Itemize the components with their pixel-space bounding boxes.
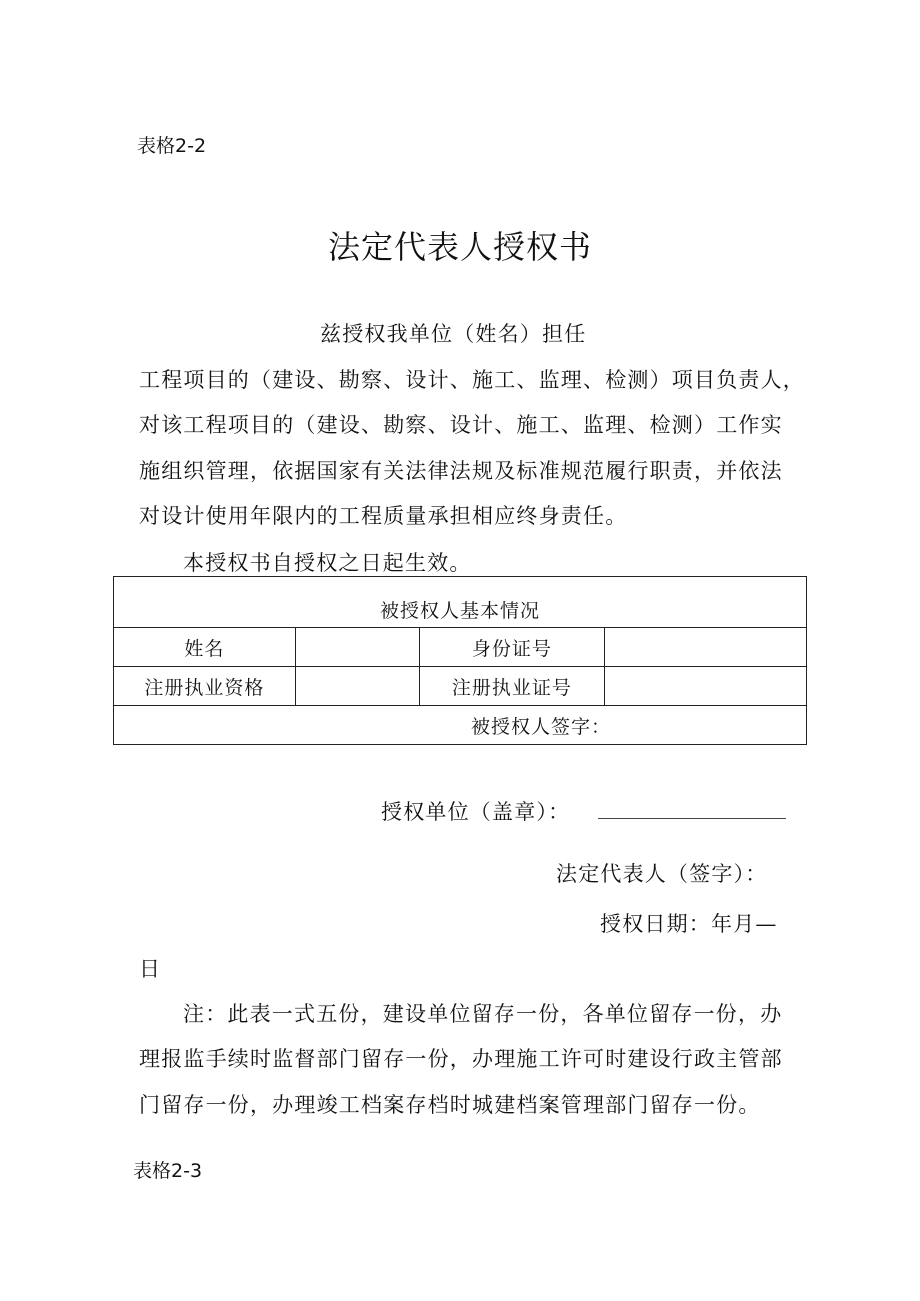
note-line-2: 理报监手续时监督部门留存一份，办理施工许可时建设行政主管部 — [139, 1047, 783, 1071]
legal-representative-label: 法定代表人（签字）： — [556, 862, 768, 886]
paragraph-line-1: 兹授权我单位（姓名）担任 — [320, 322, 587, 346]
qualification-field[interactable] — [295, 667, 419, 706]
page-title: 法定代表人授权书 — [327, 228, 592, 266]
name-label: 姓名 — [114, 628, 296, 667]
paragraph-line-2: 工程项目的（建设、勘察、设计、施工、监理、检测）项目负责人， — [139, 368, 805, 392]
certificate-number-field[interactable] — [605, 667, 807, 706]
note-line-1: 注：此表一式五份，建设单位留存一份，各单位留存一份，办 — [183, 1002, 783, 1026]
authorized-person-table — [113, 576, 807, 745]
effective-statement: 本授权书自授权之日起生效。 — [183, 551, 472, 575]
paragraph-line-5: 对设计使用年限内的工程质量承担相应终身责任。 — [139, 504, 628, 528]
form-label: 表格2-2 — [137, 135, 207, 157]
certificate-number-label: 注册执业证号 — [419, 667, 605, 706]
authorization-date-day: 日 — [139, 957, 162, 981]
signature-label: 被授权人签字： — [114, 706, 807, 745]
id-number-field[interactable] — [605, 628, 807, 667]
note-line-3: 门留存一份，办理竣工档案存档时城建档案管理部门留存一份。 — [139, 1093, 761, 1117]
seal-signature-line[interactable] — [598, 818, 786, 819]
table-caption: 被授权人基本情况 — [114, 577, 807, 628]
next-form-label: 表格2-3 — [133, 1160, 203, 1182]
id-number-label: 身份证号 — [419, 628, 605, 667]
authorization-date: 授权日期：年月— — [600, 912, 778, 936]
paragraph-line-3: 对该工程项目的（建设、勘察、设计、施工、监理、检测）工作实 — [139, 413, 783, 437]
qualification-label: 注册执业资格 — [114, 667, 296, 706]
paragraph-line-4: 施组织管理，依据国家有关法律法规及标准规范履行职责，并依法 — [139, 459, 783, 483]
name-field[interactable] — [295, 628, 419, 667]
authorizer-seal-label: 授权单位（盖章）： — [381, 800, 571, 824]
